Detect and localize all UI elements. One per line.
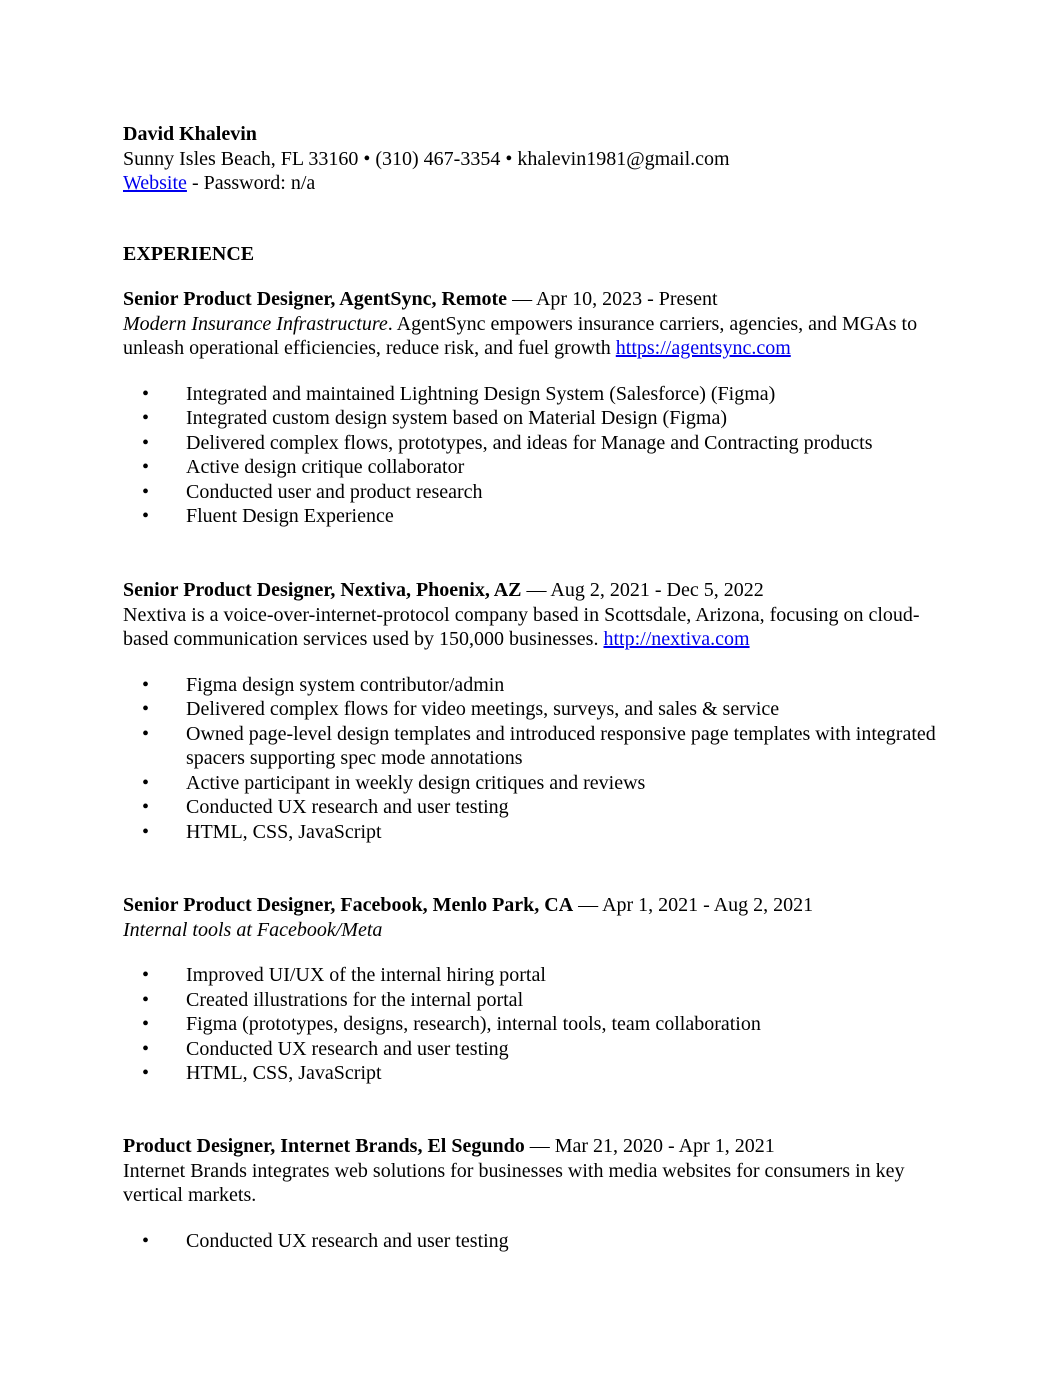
job-entry-nextiva [123,578,963,844]
password-text: - Password: n/a [186,172,316,194]
job-bullets [123,382,963,529]
job-heading [123,578,963,603]
job-dates: — Aug 2, 2021 - Dec 5, 2022 [521,579,764,601]
job-entry-agentsync [123,287,963,529]
job-heading [123,893,963,918]
contact-info: Sunny Isles Beach, FL 33160 • (310) 467-3354 • khalevin1981@gmail.com [123,147,730,170]
job-dates: — Apr 1, 2021 - Aug 2, 2021 [573,894,814,916]
bullet-icon: • [142,480,150,503]
list-item: • Delivered complex flows for video meetings, surveys, and sales & service [142,698,780,720]
job-bullets [123,963,963,1086]
company-link[interactable]: http://nextiva.com [603,628,750,650]
bullet-icon: • [142,673,150,696]
list-item: • Conducted UX research and user testing [142,796,509,818]
job-heading [123,1134,963,1159]
bullet-icon: • [142,820,150,843]
bullet-icon: • [142,382,150,405]
bullet-icon: • [142,964,150,986]
list-item: • Figma design system contributor/admin [142,673,505,696]
bullet-icon: • [142,1062,150,1084]
list-item: • Owned page-level design templates and introduced responsive page templates with integrated spacers supporting spec mode annotations [142,722,936,769]
bullet-icon: • [142,722,150,745]
section-title-experience: EXPERIENCE [123,243,255,265]
job-bullets [123,673,963,845]
header [123,122,963,196]
job-dates: — Apr 10, 2023 - Present [507,288,718,310]
list-item: • HTML, CSS, JavaScript [142,820,382,843]
bullet-icon: • [142,796,150,818]
job-tagline: Internal tools at Facebook/Meta [123,918,383,941]
resume-page [123,122,963,1252]
list-item: • Integrated custom design system based on Material Design (Figma) [142,407,727,429]
job-title: Product Designer, Internet Brands, El Segundo [123,1135,525,1157]
candidate-name: David Khalevin [123,123,257,145]
list-item: • Conducted user and product research [142,480,483,503]
list-item: • Conducted UX research and user testing [142,1229,509,1252]
job-description: Modern Insurance Infrastructure. AgentSync empowers insurance carriers, agencies, and MGAs to unleash operational efficiencies, reduce risk, and fuel growth https://agentsync.com [123,312,918,359]
bullet-icon: • [142,407,150,429]
list-item: • Active design critique collaborator [142,456,465,478]
job-description: Internet Brands integrates web solutions for businesses with media websites for consumers in key vertical markets. [123,1159,905,1206]
job-entry-facebook [123,893,963,1086]
job-bullets [123,1229,963,1254]
list-item: • Integrated and maintained Lightning Design System (Salesforce) (Figma) [142,382,776,405]
list-item: • Fluent Design Experience [142,505,394,527]
bullet-icon: • [142,1229,150,1252]
list-item: • HTML, CSS, JavaScript [142,1062,382,1084]
bullet-icon: • [142,456,150,478]
list-item: • Active participant in weekly design critiques and reviews [142,771,646,794]
bullet-icon: • [142,698,150,720]
list-item: • Improved UI/UX of the internal hiring portal [142,964,546,986]
job-tagline: Modern Insurance Infrastructure [123,312,388,335]
job-title: Senior Product Designer, AgentSync, Remote [123,288,508,310]
job-heading [123,287,963,312]
list-item: • Delivered complex flows, prototypes, and ideas for Manage and Contracting products [142,431,873,454]
bullet-icon: • [142,505,150,527]
job-dates: — Mar 21, 2020 - Apr 1, 2021 [524,1135,775,1157]
job-title: Senior Product Designer, Facebook, Menlo Park, CA [123,894,574,916]
bullet-icon: • [142,1037,150,1060]
bullet-icon: • [142,431,150,454]
website-line [123,171,963,196]
bullet-icon: • [142,988,150,1011]
list-item: • Conducted UX research and user testing [142,1037,509,1060]
bullet-icon: • [142,1013,150,1035]
job-entry-internet-brands [123,1134,963,1253]
company-link[interactable]: https://agentsync.com [615,337,791,359]
job-title: Senior Product Designer, Nextiva, Phoenix, AZ [123,579,522,601]
list-item: • Figma (prototypes, designs, research), internal tools, team collaboration [142,1013,761,1035]
bullet-icon: • [142,771,150,794]
list-item: • Created illustrations for the internal portal [142,988,524,1011]
website-link[interactable]: Website [123,172,187,194]
job-description: Nextiva is a voice-over-internet-protocol company based in Scottsdale, Arizona, focusing on cloud-based communication services used by 150,000 businesses. http://nextiva.com [123,603,920,650]
